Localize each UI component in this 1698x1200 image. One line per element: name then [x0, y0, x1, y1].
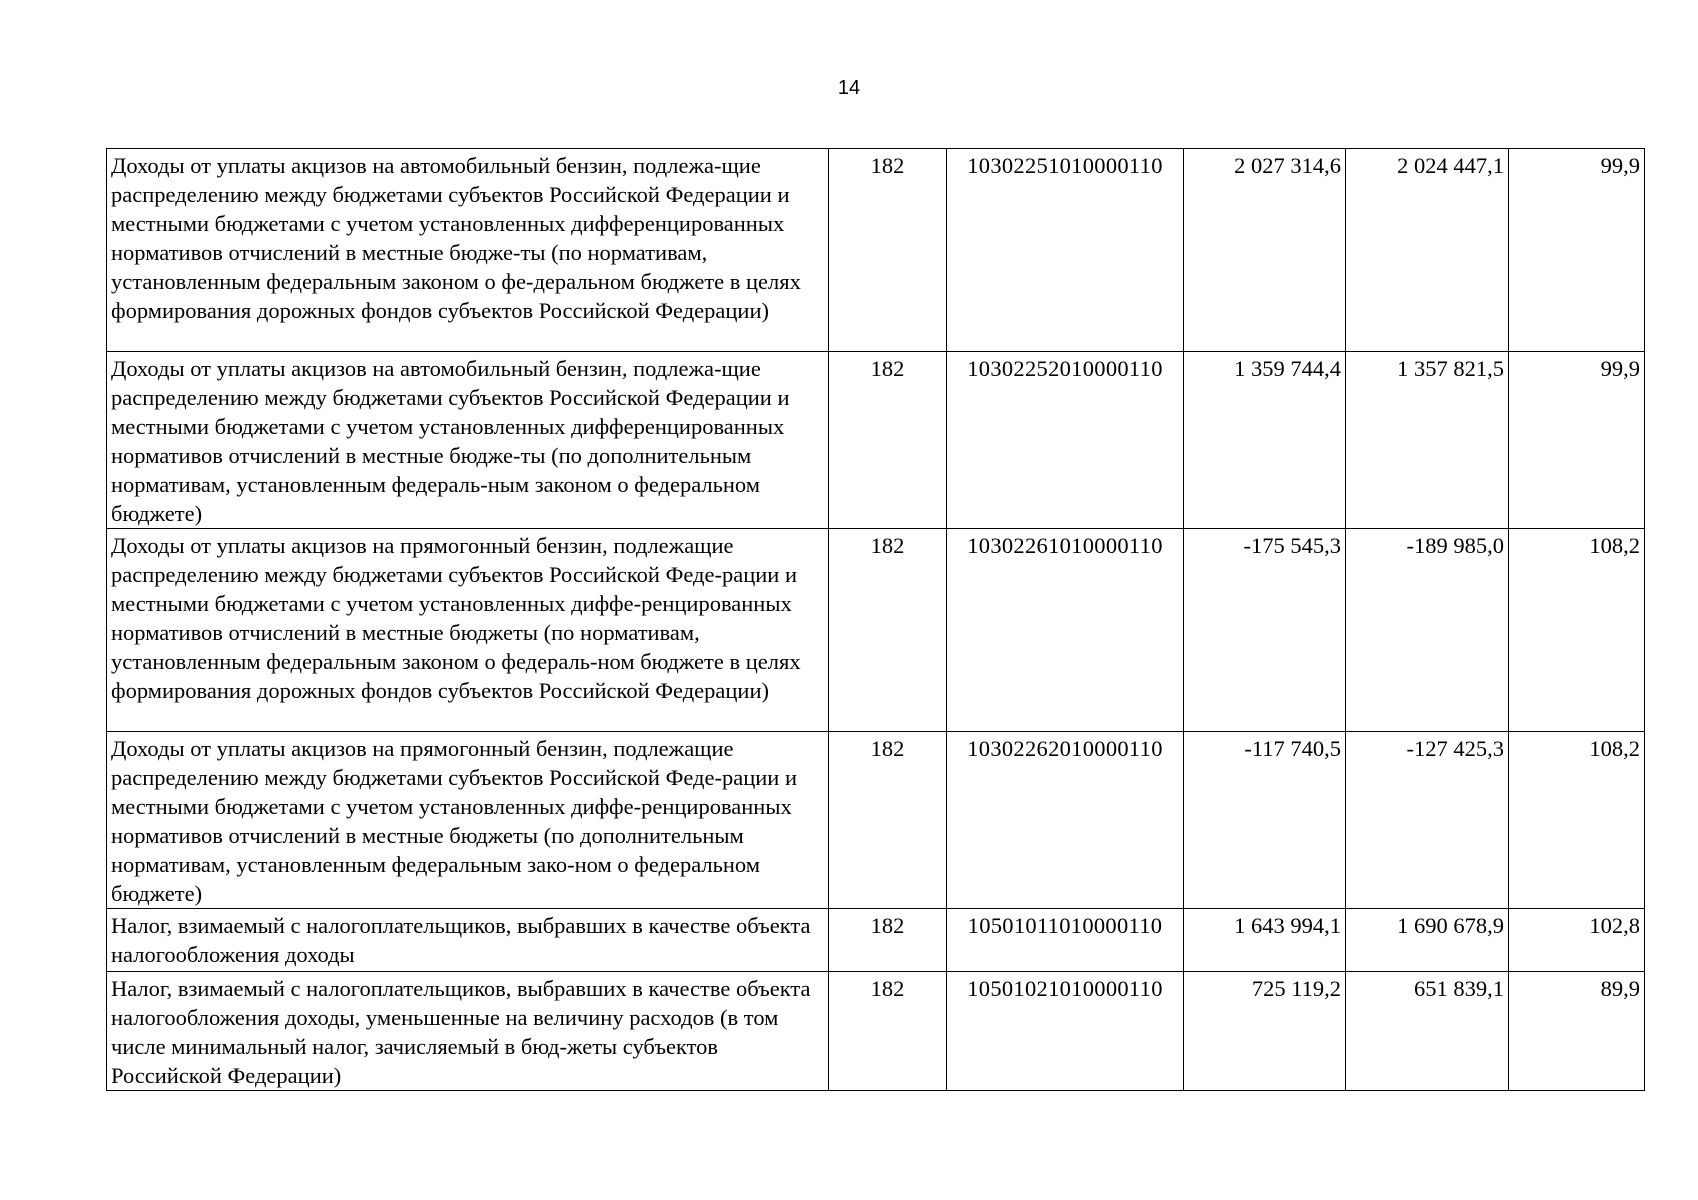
budget-classification-code-cell: 10302261010000110	[947, 529, 1184, 732]
table-row	[107, 732, 1645, 909]
plan-amount-cell: -175 545,3	[1184, 529, 1346, 732]
budget-table	[106, 148, 1645, 1091]
percent-cell: 99,9	[1509, 149, 1645, 352]
page-number: 14	[837, 77, 861, 99]
table-row	[107, 149, 1645, 352]
plan-amount-cell: 1 643 994,1	[1184, 909, 1346, 972]
admin-code-cell: 182	[829, 909, 947, 972]
budget-classification-code-cell: 10501021010000110	[947, 972, 1184, 1091]
fact-amount-cell: 651 839,1	[1346, 972, 1509, 1091]
table-row	[107, 352, 1645, 529]
budget-classification-code-cell: 10302251010000110	[947, 149, 1184, 352]
percent-cell: 108,2	[1509, 732, 1645, 909]
income-name-cell: Доходы от уплаты акцизов на прямогонный бензин, подлежащие распределению между бюджетами субъектов Российской Феде-рации и местными бюджетами с учетом установленных диффе-ренцированных нормативов отчислений в местные бюджеты (по нормативам, установленным федеральным законом о федераль-ном бюджете в целях формирования дорожных фондов субъектов Российской Федерации)	[107, 529, 829, 732]
admin-code-cell: 182	[829, 972, 947, 1091]
percent-cell: 99,9	[1509, 352, 1645, 529]
admin-code-cell: 182	[829, 149, 947, 352]
table-row	[107, 529, 1645, 732]
fact-amount-cell: -127 425,3	[1346, 732, 1509, 909]
fact-amount-cell: 1 357 821,5	[1346, 352, 1509, 529]
admin-code-cell: 182	[829, 529, 947, 732]
fact-amount-cell: 1 690 678,9	[1346, 909, 1509, 972]
percent-cell: 108,2	[1509, 529, 1645, 732]
fact-amount-cell: 2 024 447,1	[1346, 149, 1509, 352]
income-name-cell: Доходы от уплаты акцизов на прямогонный бензин, подлежащие распределению между бюджетами субъектов Российской Феде-рации и местными бюджетами с учетом установленных диффе-ренцированных нормативов отчислений в местные бюджеты (по дополнительным нормативам, установленным федеральным зако-ном о федеральном бюджете)	[107, 732, 829, 909]
table-row	[107, 972, 1645, 1091]
income-name-cell: Налог, взимаемый с налогоплательщиков, выбравших в качестве объекта налогообложения доходы, уменьшенные на величину расходов (в том числе минимальный налог, зачисляемый в бюд-жеты субъектов Российской Федерации)	[107, 972, 829, 1091]
admin-code-cell: 182	[829, 732, 947, 909]
fact-amount-cell: -189 985,0	[1346, 529, 1509, 732]
income-name-cell: Налог, взимаемый с налогоплательщиков, выбравших в качестве объекта налогообложения доходы	[107, 909, 829, 972]
income-name-cell: Доходы от уплаты акцизов на автомобильный бензин, подлежа-щие распределению между бюджетами субъектов Российской Федерации и местными бюджетами с учетом установленных дифференцированных нормативов отчислений в местные бюдже-ты (по дополнительным нормативам, установленным федераль-ным законом о федеральном бюджете)	[107, 352, 829, 529]
plan-amount-cell: 725 119,2	[1184, 972, 1346, 1091]
plan-amount-cell: 1 359 744,4	[1184, 352, 1346, 529]
percent-cell: 102,8	[1509, 909, 1645, 972]
budget-classification-code-cell: 10501011010000110	[947, 909, 1184, 972]
plan-amount-cell: -117 740,5	[1184, 732, 1346, 909]
income-name-cell: Доходы от уплаты акцизов на автомобильный бензин, подлежа-щие распределению между бюджетами субъектов Российской Федерации и местными бюджетами с учетом установленных дифференцированных нормативов отчислений в местные бюдже-ты (по нормативам, установленным федеральным законом о фе-деральном бюджете в целях формирования дорожных фондов субъектов Российской Федерации)	[107, 149, 829, 352]
budget-classification-code-cell: 10302262010000110	[947, 732, 1184, 909]
budget-classification-code-cell: 10302252010000110	[947, 352, 1184, 529]
plan-amount-cell: 2 027 314,6	[1184, 149, 1346, 352]
table-row	[107, 909, 1645, 972]
percent-cell: 89,9	[1509, 972, 1645, 1091]
admin-code-cell: 182	[829, 352, 947, 529]
